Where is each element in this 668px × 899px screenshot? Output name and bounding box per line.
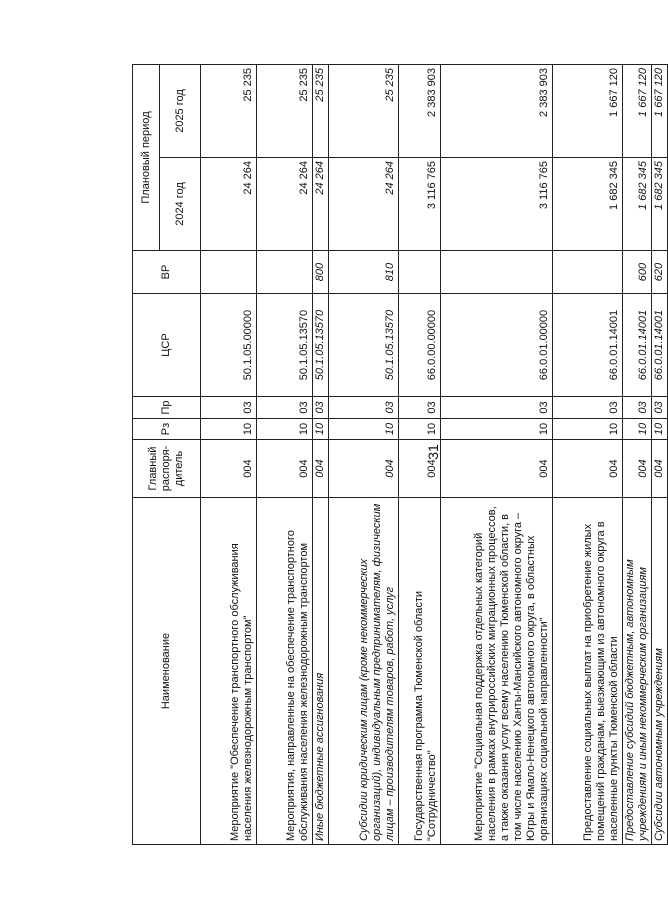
- cell-2025: 1 667 120: [652, 65, 668, 158]
- header-planned-period: Плановый период: [133, 65, 160, 251]
- cell-rz: 10: [652, 419, 668, 440]
- cell-2024: 24 264: [257, 158, 313, 251]
- table-row: [313, 65, 329, 845]
- cell-pr: 03: [652, 397, 668, 419]
- cell-2025: 1 667 120: [553, 65, 623, 158]
- cell-2024: 1 682 345: [553, 158, 623, 251]
- cell-gr: 004: [313, 440, 329, 498]
- header-rz: Рз: [133, 419, 201, 440]
- cell-name: Мероприятия, направленные на обеспечение транспортного обслуживания населения железнодорожным транспортом: [257, 498, 313, 845]
- cell-csr: 50.1.05.13570: [329, 294, 399, 397]
- table-row: [329, 65, 399, 845]
- cell-gr: 004: [553, 440, 623, 498]
- cell-2025: 2 383 903: [399, 65, 441, 158]
- cell-gr: 004: [623, 440, 652, 498]
- cell-csr: 66.0.01.14001: [623, 294, 652, 397]
- cell-pr: 03: [201, 397, 257, 419]
- cell-gr: 004: [201, 440, 257, 498]
- cell-2025: 25 235: [329, 65, 399, 158]
- cell-2024: 3 116 765: [441, 158, 553, 251]
- cell-vr: 810: [329, 251, 399, 294]
- table-row: [441, 65, 553, 845]
- cell-name: Предоставление субсидий бюджетным, автономным учреждениям и иным некоммерческим организациям: [623, 498, 652, 845]
- cell-gr: 004: [441, 440, 553, 498]
- cell-vr: 800: [313, 251, 329, 294]
- cell-rz: 10: [553, 419, 623, 440]
- cell-name: Мероприятие "Социальная поддержка отдельных категорий населения в рамках внутрироссийских миграционных процессов, а также оказания услуг всему населению Тюменской области, в том числе населению Ханты-Мансийского автономного округа – Югры и Ямало-Ненецкого автономного округа, в областных организациях социальной направленности": [441, 498, 553, 845]
- cell-vr: [399, 251, 441, 294]
- cell-name: Иные бюджетные ассигнования: [313, 498, 329, 845]
- cell-rz: 10: [329, 419, 399, 440]
- cell-2024: 24 264: [329, 158, 399, 251]
- cell-gr: 004: [399, 440, 441, 498]
- cell-name: Субсидии юридическим лицам (кроме некоммерческих организаций), индивидуальным предпринимателям, физическим лицам – производителям товаров, работ, услуг: [329, 498, 399, 845]
- cell-csr: 50.1.05.00000: [201, 294, 257, 397]
- cell-pr: 03: [553, 397, 623, 419]
- header-main-manager: Главный распоря-дитель: [133, 440, 201, 498]
- cell-rz: 10: [257, 419, 313, 440]
- cell-2025: 2 383 903: [441, 65, 553, 158]
- cell-vr: 600: [623, 251, 652, 294]
- cell-2025: 1 667 120: [623, 65, 652, 158]
- cell-rz: 10: [399, 419, 441, 440]
- cell-gr: 004: [257, 440, 313, 498]
- cell-2025: 25 235: [201, 65, 257, 158]
- cell-pr: 03: [257, 397, 313, 419]
- table-row: [652, 65, 668, 845]
- cell-2025: 25 235: [313, 65, 329, 158]
- cell-vr: [257, 251, 313, 294]
- cell-vr: 620: [652, 251, 668, 294]
- table-row: [623, 65, 652, 845]
- cell-csr: 66.0.01.14001: [652, 294, 668, 397]
- cell-gr: 004: [329, 440, 399, 498]
- cell-pr: 03: [329, 397, 399, 419]
- budget-table: [132, 64, 668, 845]
- cell-name: Государственная программа Тюменской области "Сотрудничество": [399, 498, 441, 845]
- cell-name: Предоставление социальных выплат на приобретение жилых помещений гражданам, выезжающим из автономного округа в населенные пункты Тюменской области: [553, 498, 623, 845]
- cell-rz: 10: [623, 419, 652, 440]
- cell-csr: 50.1.05.13570: [313, 294, 329, 397]
- header-2025: 2025 год: [160, 65, 201, 158]
- cell-vr: [441, 251, 553, 294]
- header-vr: ВР: [133, 251, 201, 294]
- header-name: Наименование: [133, 498, 201, 845]
- cell-csr: 66.0.01.00000: [441, 294, 553, 397]
- cell-pr: 03: [313, 397, 329, 419]
- cell-name: Субсидии автономным учреждениям: [652, 498, 668, 845]
- cell-name: Мероприятие "Обеспечение транспортного обслуживания населения железнодорожным транспортом": [201, 498, 257, 845]
- cell-rz: 10: [313, 419, 329, 440]
- cell-2024: 1 682 345: [623, 158, 652, 251]
- cell-pr: 03: [399, 397, 441, 419]
- cell-csr: 66.0.01.14001: [553, 294, 623, 397]
- cell-gr: 004: [652, 440, 668, 498]
- rotated-table-container: [132, 65, 665, 845]
- cell-vr: [201, 251, 257, 294]
- cell-2024: 24 264: [201, 158, 257, 251]
- table-row: [201, 65, 257, 845]
- cell-csr: 50.1.05.13570: [257, 294, 313, 397]
- header-csr: ЦСР: [133, 294, 201, 397]
- cell-2024: 24 264: [313, 158, 329, 251]
- cell-pr: 03: [441, 397, 553, 419]
- cell-vr: [553, 251, 623, 294]
- cell-pr: 03: [623, 397, 652, 419]
- cell-2025: 25 235: [257, 65, 313, 158]
- table-row: [257, 65, 313, 845]
- cell-2024: 3 116 765: [399, 158, 441, 251]
- page-number: 31: [425, 444, 441, 460]
- table-row: [399, 65, 441, 845]
- cell-rz: 10: [201, 419, 257, 440]
- header-pr: Пр: [133, 397, 201, 419]
- header-2024: 2024 год: [160, 158, 201, 251]
- cell-2024: 1 682 345: [652, 158, 668, 251]
- table-row: [553, 65, 623, 845]
- cell-csr: 66.0.00.00000: [399, 294, 441, 397]
- cell-rz: 10: [441, 419, 553, 440]
